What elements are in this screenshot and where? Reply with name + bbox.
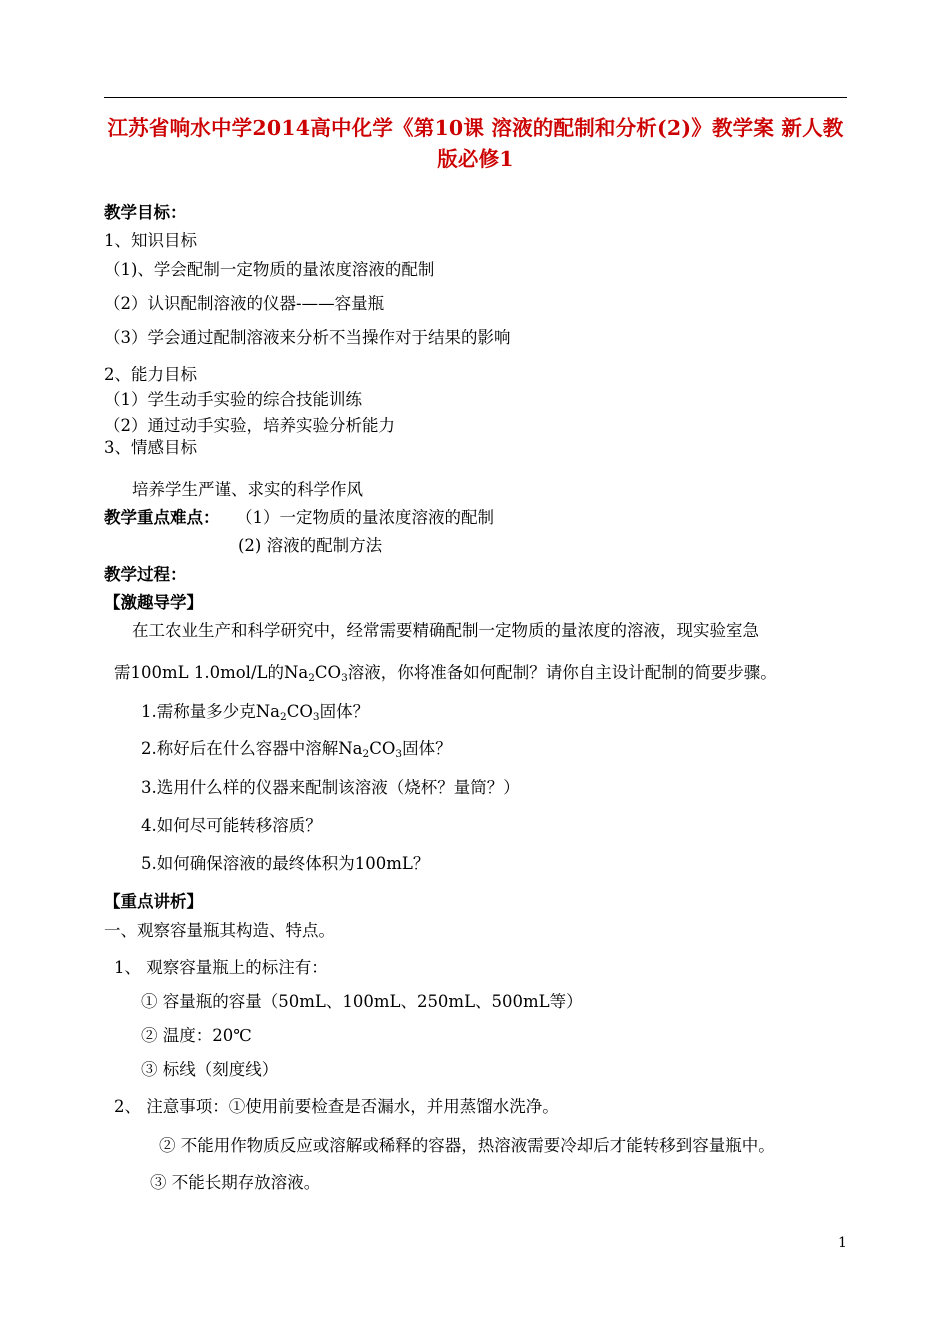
process-heading: 教学过程： <box>104 565 187 584</box>
question-item: 2.称好后在什么容器中溶解Na2CO3固体？ <box>141 739 452 760</box>
knowledge-goal-item: （1)、学会配制一定物质的量浓度溶液的配制 <box>104 260 435 279</box>
knowledge-goal-item: （3）学会通过配制溶液来分析不当操作对于结果的影响 <box>104 328 511 347</box>
question-item: 4.如何尽可能转移溶质？ <box>141 816 322 835</box>
page-number: 1 <box>838 1235 847 1251</box>
key-point-item: (2) 溶液的配制方法 <box>238 536 383 555</box>
focus-point-item: ② 温度：20℃ <box>141 1026 252 1045</box>
focus-point-item: ③ 标线（刻度线） <box>141 1060 279 1079</box>
question-item: 3.选用什么样的仪器来配制该溶液（烧杯？量筒？） <box>141 778 520 797</box>
ability-goal-item: （2）通过动手实验，培养实验分析能力 <box>104 416 395 435</box>
emotion-goal-item: 培养学生严谨、求实的科学作风 <box>132 480 363 499</box>
question-item: 1.需称量多少克Na2CO3固体？ <box>141 702 370 723</box>
goals-heading: 教学目标： <box>104 203 187 222</box>
key-point-item: （1）一定物质的量浓度溶液的配制 <box>236 508 494 527</box>
intro-paragraph-line: 在工农业生产和科学研究中，经常需要精确配制一定物质的量浓度的溶液，现实验室急 <box>132 621 759 640</box>
knowledge-goal-item: （2）认识配制溶液的仪器-——容量瓶 <box>104 294 385 313</box>
key-points-label: 教学重点难点： <box>104 508 220 527</box>
focus-point: 2、 注意事项：①使用前要检查是否漏水，并用蒸馏水洗净。 <box>114 1097 559 1116</box>
ability-goal-title: 2、能力目标 <box>104 365 197 384</box>
question-item: 5.如何确保溶液的最终体积为100mL？ <box>141 854 430 873</box>
intro-section-title: 【激趣导学】 <box>104 593 203 612</box>
document-title: 江苏省响水中学2014高中化学《第10课 溶液的配制和分析(2)》教学案 新人教版必修1 <box>107 116 844 171</box>
header-rule <box>104 97 847 98</box>
emotion-goal-title: 3、情感目标 <box>104 438 197 457</box>
focus-subheading: 一、观察容量瓶其构造、特点。 <box>104 921 335 940</box>
focus-section-title: 【重点讲析】 <box>104 892 203 911</box>
ability-goal-item: （1）学生动手实验的综合技能训练 <box>104 390 362 409</box>
focus-point-item: ③ 不能长期存放溶液。 <box>150 1173 321 1192</box>
intro-paragraph-line: 需100mL 1.0mol/L的Na2CO3溶液，你将准备如何配制？请你自主设计配制的简要步骤。 <box>114 663 777 684</box>
knowledge-goal-title: 1、知识目标 <box>104 231 197 250</box>
focus-point: 1、 观察容量瓶上的标注有： <box>114 958 328 977</box>
focus-point-item: ② 不能用作物质反应或溶解或稀释的容器，热溶液需要冷却后才能转移到容量瓶中。 <box>159 1136 775 1155</box>
focus-point-item: ① 容量瓶的容量（50mL、100mL、250mL、500mL等） <box>141 992 583 1011</box>
